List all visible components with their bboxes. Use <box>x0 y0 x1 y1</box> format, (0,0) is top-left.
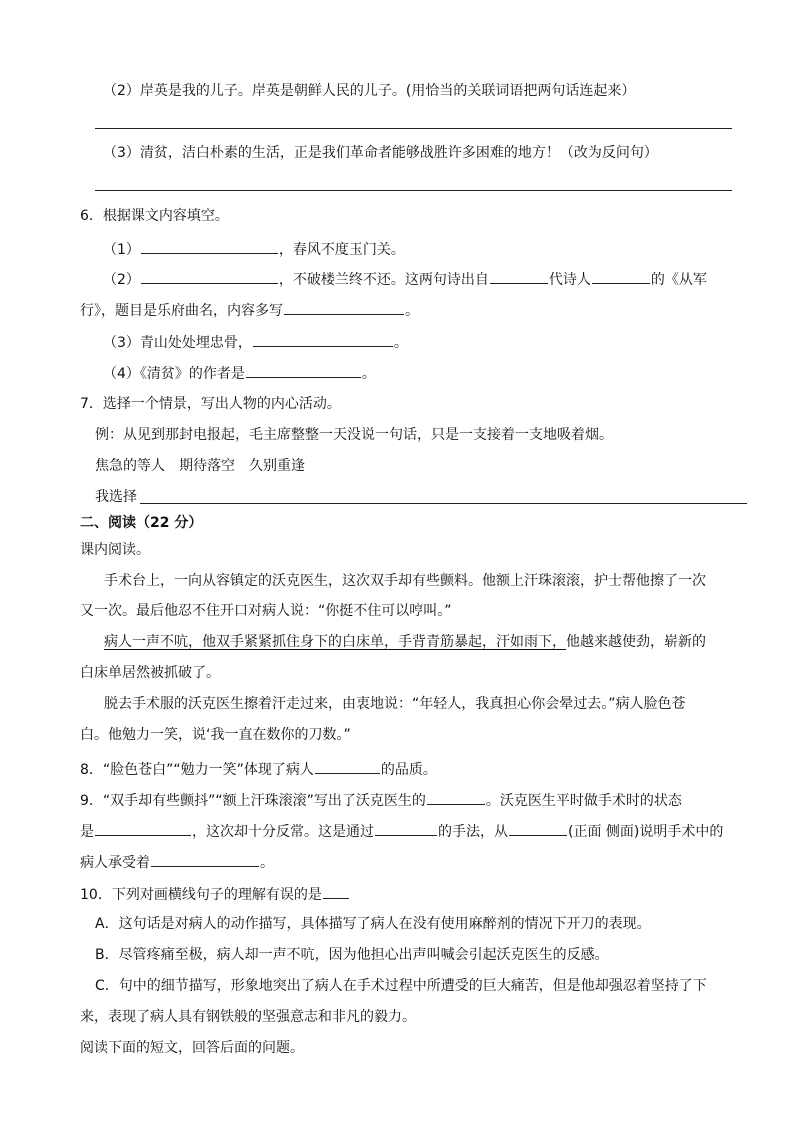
question-8 <box>80 758 437 780</box>
q9-l2-c: 的手法，从 <box>438 824 508 840</box>
blank-9-4[interactable] <box>509 820 567 836</box>
q6-3-prefix: （3）青山处处埋忠骨， <box>103 335 252 351</box>
answer-line-7[interactable] <box>140 503 747 504</box>
q6-1-prefix: （1） <box>103 242 140 258</box>
passage-p3-line1: 脱去手术服的沃克医生擦着汗走过来，由衷地说：“年轻人，我真担心你会晕过去。”病人脸色苍 <box>104 696 686 712</box>
passage-p2-line1 <box>104 632 706 652</box>
question-7-choose: 我选择 <box>95 489 137 505</box>
q9-l2-a: 是 <box>80 824 94 840</box>
passage-p1-line1: 手术台上，一向从容镇定的沃克医生，这次双手却有些颤料。他额上汗珠滚滚，护士帮他擦了一次 <box>104 573 706 589</box>
option-b[interactable]: B．尽管疼痛至极，病人却一声不吭，因为他担心出声叫喊会引起沃克医生的反感。 <box>95 947 609 963</box>
reading-instruction: 阅读下面的短文，回答后面的问题。 <box>80 1040 304 1056</box>
option-c-line1[interactable]: C．句中的细节描写，形象地突出了病人在手术过程中所遭受的巨大痛苦，但是他却强忍着坚持了下 <box>95 978 707 994</box>
q9-a: 9．“双手却有些颤抖”“额上汗珠滚滚”写出了沃克医生的 <box>80 793 426 809</box>
question-7-title: 7．选择一个情景，写出人物的内心活动。 <box>80 396 341 412</box>
section-2-intro: 课内阅读。 <box>80 542 150 558</box>
q6-2-line2-a: 行》，题目是乐府曲名，内容多写 <box>80 303 283 319</box>
blank-10[interactable] <box>323 883 349 899</box>
passage-p2-line2: 白床单居然被抓破了。 <box>80 665 220 681</box>
q9-l3-b: 。 <box>260 855 274 871</box>
blank-9-3[interactable] <box>375 820 437 836</box>
q6-2-prefix: （2） <box>103 272 140 288</box>
q10-stem: 10．下列对画横线句子的理解有误的是 <box>80 887 322 903</box>
question-10 <box>80 883 350 905</box>
blank-6-2-verse[interactable] <box>141 268 278 284</box>
question-6-1 <box>103 238 405 260</box>
blank-6-1[interactable] <box>141 238 278 254</box>
q6-3-suffix: 。 <box>393 335 408 351</box>
passage-p1-line2: 又一次。最后他忍不住开口对病人说：“你挺不住可以哼叫。” <box>80 603 452 619</box>
q9-l3-a: 病人承受着 <box>80 855 150 871</box>
question-6-3 <box>103 331 408 353</box>
q6-2-line2-b: 。 <box>405 303 419 319</box>
option-c-line2: 来，表现了病人具有钢铁般的坚强意志和非凡的毅力。 <box>80 1009 416 1025</box>
underlined-sentence: 病人一声不吭，他双手紧紧抓住身下的白床单，手背青筋暴起，汗如雨下， <box>104 634 566 650</box>
question-9-line2 <box>80 820 723 842</box>
blank-6-4[interactable] <box>246 362 361 378</box>
blank-9-1[interactable] <box>427 789 485 805</box>
q6-1-suffix: ，春风不度玉门关。 <box>278 242 405 258</box>
q6-2-a: ，不破楼兰终不还。这两句诗出自 <box>278 272 489 288</box>
answer-line-5-2[interactable] <box>95 128 732 129</box>
question-7-options: 焦急的等人 期待落空 久别重逢 <box>95 458 305 474</box>
q9-l2-d: (正面 侧面)说明手术中的 <box>568 824 724 840</box>
question-5-3: （3）清贫，洁白朴素的生活，正是我们革命者能够战胜许多困难的地方！（改为反问句） <box>103 145 658 161</box>
question-6-title: 6．根据课文内容填空。 <box>80 208 229 224</box>
passage-p3-line2: 白。他勉力一笑，说‘我一直在数你的刀数。” <box>80 727 351 743</box>
answer-line-5-3[interactable] <box>95 190 732 191</box>
blank-9-5[interactable] <box>151 851 259 867</box>
q6-2-c: 的《从军 <box>650 272 707 288</box>
passage-p2-rest: 他越来越使劲，崭新的 <box>566 634 706 650</box>
q6-2-b: 代诗人 <box>548 272 591 288</box>
q8-a: 8．“脸色苍白”“勉力一笑”体现了病人 <box>80 762 314 778</box>
question-6-4 <box>103 362 376 384</box>
blank-6-2-dynasty[interactable] <box>490 268 548 284</box>
question-5-2: （2）岸英是我的儿子。岸英是朝鲜人民的儿子。(用恰当的关联词语把两句话连起来） <box>103 83 636 99</box>
blank-6-3[interactable] <box>253 331 393 347</box>
q6-4-suffix: 。 <box>361 366 376 382</box>
q9-l2-b: ，这次却十分反常。这是通过 <box>192 824 374 840</box>
blank-6-2-poet[interactable] <box>592 268 650 284</box>
option-a[interactable]: A．这句话是对病人的动作描写，具体描写了病人在没有使用麻醉剂的情况下开刀的表现。 <box>95 916 651 932</box>
blank-9-2[interactable] <box>95 820 191 836</box>
question-9-line1 <box>80 789 682 811</box>
question-6-2 <box>103 268 707 290</box>
blank-6-2-content[interactable] <box>284 299 404 315</box>
question-6-2-line2 <box>80 299 419 321</box>
q8-b: 的品质。 <box>380 762 437 778</box>
q6-4-prefix: （4）《清贫》的作者是 <box>103 366 245 382</box>
question-9-line3 <box>80 851 274 873</box>
blank-8[interactable] <box>315 758 380 774</box>
section-2-heading: 二、阅读（22 分） <box>80 515 203 531</box>
q9-b: 。沃克医生平时做手术时的状态 <box>485 793 682 809</box>
question-7-example: 例：从见到那封电报起，毛主席整整一天没说一句话，只是一支接着一支地吸着烟。 <box>95 427 613 443</box>
